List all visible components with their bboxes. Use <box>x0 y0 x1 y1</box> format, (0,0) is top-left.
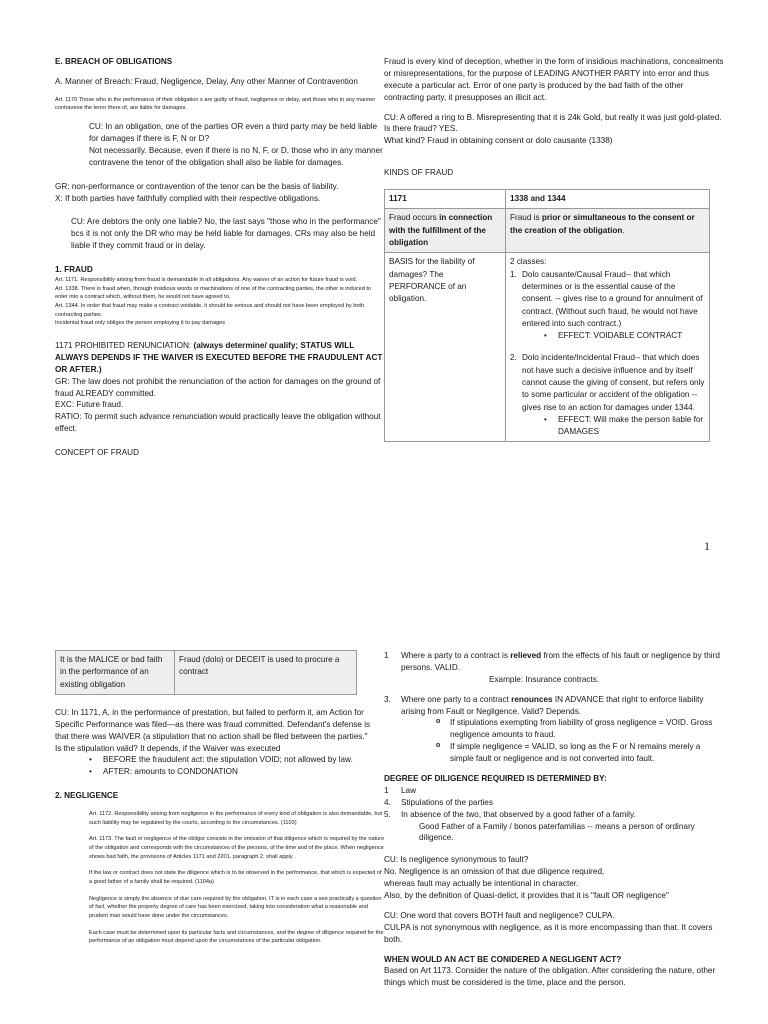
page2-right-column <box>384 650 724 989</box>
degree-of-diligence-heading: DEGREE OF DILIGENCE REQUIRED IS DETERMINED BY: <box>384 774 607 784</box>
kinds-of-fraud-heading: KINDS OF FRAUD <box>384 168 454 178</box>
cell-text: Fraud occurs <box>389 213 440 223</box>
each-case-note: Each case must be determined upon its particular facts and circumstances, and the degree of diligence required for the performance of an obligation must depend upon the circumstances of the particular obligation. <box>89 929 384 945</box>
ratio: RATIO: To permit such advance renunciation would practically leave the obligation without effect. <box>55 412 381 434</box>
incidental-fraud-note: Incidental fraud only obliges the person employing it to pay damages <box>55 320 226 327</box>
rule-3-number: 3. <box>384 694 391 704</box>
page1-right-column <box>384 56 724 442</box>
art-1172: Art. 1172. Responsibility arising from negligence in the performance of every kind of obligation is also demandable, but such liability may be regulated by the courts, according to the circumstances. (1103) <box>89 811 383 826</box>
waiver-before: • BEFORE the fraudulent act: the stipulation VOID; not allowed by law. <box>89 754 385 766</box>
classes-label: 2 classes: <box>510 257 547 267</box>
negligence-articles <box>55 810 385 946</box>
art-1173: Art. 1173. The fault or negligence of the obligor consists in the omission of that diligence which is required by the nature of the obligation and corresponds with the circumstances of the persons, of the time and of the place. When negligence shows bad faith, the provisions of Articles 1171 and 2201, paragraph 2, shall apply. <box>89 836 385 860</box>
rule-1 <box>384 650 724 674</box>
rule-1-number: 1 <box>384 651 389 660</box>
cu4-question: Is the stipulation valid? It depends, if the Waiver was executed <box>55 743 281 753</box>
class-2-effect: • EFFECT: Will make the person liable for DAMAGES <box>544 414 705 439</box>
waiver-after: • AFTER: amounts to CONDONATION <box>89 766 385 778</box>
degree-text: In absence of the two, that observed by a good father of a family. <box>401 809 636 819</box>
cu5-question: CU: Is negligence synonymous to fault? <box>384 855 529 865</box>
cu1-question: CU: In an obligation, one of the parties OR even a third party may be held liable for damages if there is F, N or D? <box>89 122 378 143</box>
cu-block-2: CU: Are debtors the only one liable? No, the last says "those who in the performance" bcs it is not only the DR who may be held liable for damages. CRs may also be held liable if they commit fraud or in delay. <box>71 217 381 251</box>
prohibited-renunciation <box>55 340 385 376</box>
general-rule-2: GR: The law does not prohibit the renunciation of the action for damages on the ground of fraud ALREADY committed. <box>55 376 381 398</box>
art-1344: Art. 1344. In order that fraud may make a contract voidable, it should be serious and should not have been employed by both contracting parties. <box>55 302 365 318</box>
table-header-1338: 1338 and 1344 <box>506 190 710 209</box>
degree-item-4 <box>384 797 724 809</box>
negligence-definition: Negligence is simply the absence of due care required by the obligation. IT is in each case a see practically a question of fact, whether the property degree of care has been exercised, taking into consideration what a reasonable and prudent man would have done under the circumstances. <box>89 895 382 920</box>
table-cell-deceit: Fraud (dolo) or DECEIT is used to procure a contract <box>175 651 357 695</box>
rule-text: Where a party to a contract is <box>401 651 511 660</box>
prohibited-label: 1171 PROHIBITED RENUNCIATION: <box>55 340 194 350</box>
rule-3 <box>384 694 724 718</box>
page2-left-column <box>55 650 385 946</box>
cu-block-1 <box>55 121 385 169</box>
negligent-act-heading: WHEN WOULD AN ACT BE CONIDERED A NEGLIGENT ACT? <box>384 954 622 964</box>
prohibited-qualifier: (always determine/ qualify; STATUS WILL ALWAYS DEPENDS IF THE WAIVER IS EXECUTED BEFORE THE FRAUDULENT ACT OR AFTER.) <box>55 340 383 374</box>
rule-text-end: IN ADVANCE that right to enforce liability arising from Fault or Negligence. Valid? Depends. <box>401 694 704 716</box>
culpa-note: CULPA is not synonymous with negligence, as it is more encompassing than that. It covers both. <box>384 922 713 944</box>
exception-2: EXC: Future fraud. <box>55 400 124 410</box>
art-1338: Art. 1338. There is fraud when, through insidious words or machinations of one of the contracting parties, the other is induced to enter into a contract which, without them, he would not have agreed to. <box>55 285 372 301</box>
cell-emphasis: in connection with the fulfillment of the obligation <box>389 213 493 248</box>
general-rule: GR: non-performance or contravention of the tenor can be the basis of liability. <box>55 181 339 191</box>
degree-item-5 <box>384 809 724 821</box>
table-header-1171: 1171 <box>385 190 506 209</box>
fraud-comparison-table-continued <box>55 650 357 695</box>
cu6-question: CU: One word that covers BOTH fault and negligence? CULPA. <box>384 910 615 920</box>
negligence-heading: 2. NEGLIGENCE <box>55 791 119 801</box>
class-2-text: Dolo incidente/Incidental Fraud-- that which does not have such a decisive influence and by itself cannot cause the giving of consent, but refers only to some particular or accident of the obligation -- gives rise to an action for damages under 1344. <box>522 353 705 412</box>
class-2-number: 2. <box>510 353 517 363</box>
degree-number: 5. <box>384 809 391 819</box>
art-1170: Art. 1170 Those who in the performance of their obligation s are guilty of fraud, negligence or delay, and those who in any manner contravene the tenor there of, are liable for damages. <box>55 96 376 112</box>
degree-text: Stipulations of the parties <box>401 797 493 807</box>
negligent-act-basis: Based on Art 1173. Consider the nature of the obligation. After considering the nature, other things which must be considered is the time, place and the person. <box>384 966 716 988</box>
degree-number: 4. <box>384 797 391 807</box>
cu4-scenario: CU: In 1171, A, in the performance of prestation, but failed to perform it, am Action for Specific Performance was filed—as there was fraud committed. Defendant's defense is that there was WAIVER (a stipulation that no action shall be filed between the parties." <box>55 707 371 741</box>
exception: X: If both parties have faithfully complied with their respective obligations. <box>55 193 321 203</box>
degree-item-1 <box>384 785 724 797</box>
page-number: 1 <box>704 539 710 553</box>
table-cell-1171-definition <box>385 209 506 253</box>
cu5-answer-1: No. Negligence is an omission of that due diligence required, <box>384 867 605 877</box>
good-father-definition: Good Father of a Family / bonos paterfamilias -- means a person of ordinary diligence. <box>419 821 695 843</box>
class-1-text: Dolo causante/Causal Fraud-- that which determines or is the essential cause of the consent. -- gives rise to a ground for annulment of contract. (Without such fraud, he would not have entered into such contract.) <box>522 269 703 328</box>
class-1-number: 1. <box>510 269 517 279</box>
cu3-question: Is there fraud? YES. <box>384 124 458 134</box>
cell-emphasis: prior or simultaneous to the consent or the creation of the obligation <box>510 213 695 235</box>
cu5-answer-3: Also, by the definition of Quasi-delict, it provides that it is "fault OR negligence" <box>384 891 669 901</box>
table-cell-1171-basis: BASIS for the liability of damages? The PERFORANCE of an obligation. <box>385 253 506 442</box>
rule-1-example: Example: Insurance contracts. <box>489 674 600 684</box>
concept-of-fraud-heading: CONCEPT OF FRAUD <box>55 448 140 458</box>
diligence-default: If the law or contract does not state the diligence which is to be observed in the performance, that which is expected of a good father of a family shall be required. (1104a) <box>89 870 382 886</box>
degree-number: 1 <box>384 785 389 795</box>
fraud-definition: Fraud is every kind of deception, whether in the form of insidious machinations, concealments or misrepresentations, for the purpose of LEADING ANOTHER PARTY into error and thus execute a particular act. Error of one party is produced by the bad faith of the other contracting party, it presupposes an illicit act. <box>384 57 724 102</box>
fraud-heading: 1. FRAUD <box>55 265 93 275</box>
class-1 <box>510 269 705 330</box>
page-2 <box>0 640 768 1024</box>
rule-text: Where one party to a contract <box>401 694 512 704</box>
fraud-kinds-table <box>384 189 710 442</box>
simple-negligence-item: o If simple negligence = VALID, so long as the F or N remains merely a simple fault or negligence and is not converted into fault. <box>432 741 724 765</box>
rule-3-text <box>401 694 724 718</box>
cell-text: Fraud is <box>510 213 542 223</box>
cell-text-end: . <box>622 225 625 235</box>
art-1171: Art. 1171. Responsibility arising from fraud is demandable in all obligations. Any waiver of an action for future fraud is void. <box>55 277 358 283</box>
gross-negligence-item: o If stipulations exempting from liability of gross negligence = VOID. Gross negligence amounts to fraud. <box>432 717 724 741</box>
manner-of-breach: A. Manner of Breach: Fraud, Negligence, Delay, Any other Manner of Contravention <box>55 76 358 86</box>
table-cell-1338-definition <box>506 209 710 253</box>
cu1-answer: Not necessarily. Because, even if there is no N, F, or D, those who in any manner contravene the tenor of the obligation shall also be liable for damages. <box>89 145 383 167</box>
cu3-scenario: CU: A offered a ring to B. Misrepresenting that it is 24k Gold, but really it was just gold-plated. <box>384 112 722 122</box>
degree-text: Law <box>401 785 417 795</box>
rule-text-end: from the effects of his fault or negligence by third persons. VALID. <box>401 651 720 672</box>
rule-1-text <box>401 650 724 674</box>
rule-emphasis: renounces <box>511 694 553 704</box>
rule-emphasis: relieved <box>510 651 542 660</box>
table-cell-classes <box>506 253 710 442</box>
cu3-kind: What kind? Fraud in obtaining consent or dolo causante (1338) <box>384 136 613 146</box>
class-2 <box>510 352 705 413</box>
cu5-answer-2: whereas fault may actually be intentional in character. <box>384 879 579 889</box>
table-cell-malice: It is the MALICE or bad faith in the performance of an existing obligation <box>56 651 175 695</box>
page1-left-column <box>55 56 385 459</box>
breach-heading: E. BREACH OF OBLIGATIONS <box>55 57 173 66</box>
class-1-effect: • EFFECT: VOIDABLE CONTRACT <box>544 330 705 342</box>
